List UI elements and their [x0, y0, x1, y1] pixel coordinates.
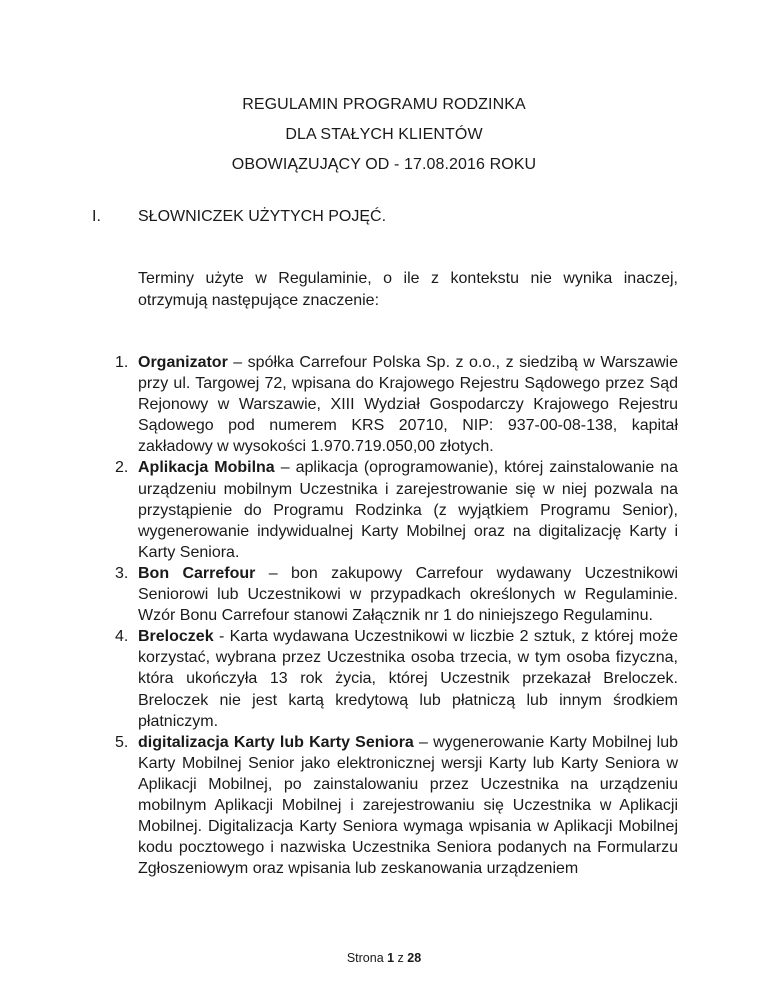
title-line-2: DLA STAŁYCH KLIENTÓW — [285, 126, 483, 143]
definition-item — [115, 732, 679, 880]
section-title: SŁOWNICZEK UŻYTYCH POJĘĆ. — [138, 208, 387, 225]
section-number: I. — [92, 208, 101, 225]
document-title — [0, 90, 768, 180]
definition-number: 3. — [115, 564, 129, 582]
definition-term: Aplikacja Mobilna — [138, 459, 275, 477]
definition-item — [115, 626, 678, 731]
definition-number: 2. — [115, 459, 129, 477]
title-line-3: OBOWIĄZUJĄCY OD - 17.08.2016 ROKU — [231, 156, 537, 173]
definition-text: – wygenerowanie Karty Mobilnej lub Karty Mobilnej Senior jako elektronicznej wersji Karty lub Karty Seniora w Aplikacji Mobilnej, po zainstalowaniu przez Uczestnika na urządzeniu mobilnym Aplikacji Mobilnej i zarejestrowaniu się Uczestnika w Aplikacji Mobilnej. Digitalizacja Karty Seniora wymaga wpisania w Aplikacji Mobilnej kodu pocztowego i nazwiska Uczestnika Seniora podanych na Formularzu Zgłoszeniowym oraz wpisania lub zeskanowania urządzeniem — [138, 733, 679, 878]
definition-text: – bon zakupowy Carrefour wydawany Uczestnikowi Seniorowi lub Uczestnikowi w przypadkach określonych w Regulaminie. Wzór Bonu Carrefour stanowi Załącznik nr 1 do niniejszego Regulaminu. — [138, 564, 679, 625]
section-heading — [92, 206, 692, 228]
definition-text: - Karta wydawana Uczestnikowi w liczbie 2 sztuk, z której może korzystać, wybrana przez Uczestnika osoba trzecia, w tym osoba fizyczna, która ukończyła 13 rok życia, której Uczestnik przekazał Breloczek. Breloczek nie jest kartą kredytową lub płatniczą lub innym środkiem płatniczym. — [138, 628, 678, 730]
definition-term: Organizator — [138, 354, 228, 371]
definition-text: – spółka Carrefour Polska Sp. z o.o., z siedzibą w Warszawie przy ul. Targowej 72, wpisana do Krajowego Rejestru Sądowego przez Sąd Rejonowy w Warszawie, XIII Wydział Gospodarczy Krajowego Rejestru Sądowego pod numerem KRS 20710, NIP: 937-00-08-138, kapitał zakładowy w wysokości 1.970.719.050,00 złotych. — [138, 354, 678, 456]
intro-paragraph: Terminy użyte w Regulaminie, o ile z kontekstu nie wynika inaczej, otrzymują następujące znaczenie: — [138, 270, 678, 309]
definition-text: – aplikacja (oprogramowanie), której zainstalowanie na urządzeniu mobilnym Uczestnika i zarejestrowanie się w niej pozwala na przystąpienie do Programu Rodzinka (z wyjątkiem Programu Senior), wygenerowanie indywidualnej Karty Mobilnej oraz na digitalizację Karty i Karty Seniora. — [138, 459, 679, 561]
definition-term: digitalizacja Karty lub Karty Seniora — [138, 733, 414, 751]
definition-item — [115, 457, 679, 562]
definitions-list — [115, 352, 679, 879]
definition-number: 5. — [115, 733, 129, 751]
definition-term: Bon Carrefour — [138, 564, 256, 582]
page-separator: z — [394, 951, 408, 965]
page-footer — [0, 951, 768, 965]
definition-number: 1. — [115, 354, 129, 371]
page-label: Strona — [346, 951, 388, 965]
definition-number: 4. — [115, 628, 129, 646]
total-pages-number: 28 — [407, 951, 422, 965]
current-page-number: 1 — [387, 951, 395, 965]
definition-term: Breloczek — [138, 628, 214, 646]
definition-item — [115, 563, 679, 626]
title-line-1: REGULAMIN PROGRAMU RODZINKA — [242, 96, 526, 113]
definition-item — [115, 352, 678, 457]
